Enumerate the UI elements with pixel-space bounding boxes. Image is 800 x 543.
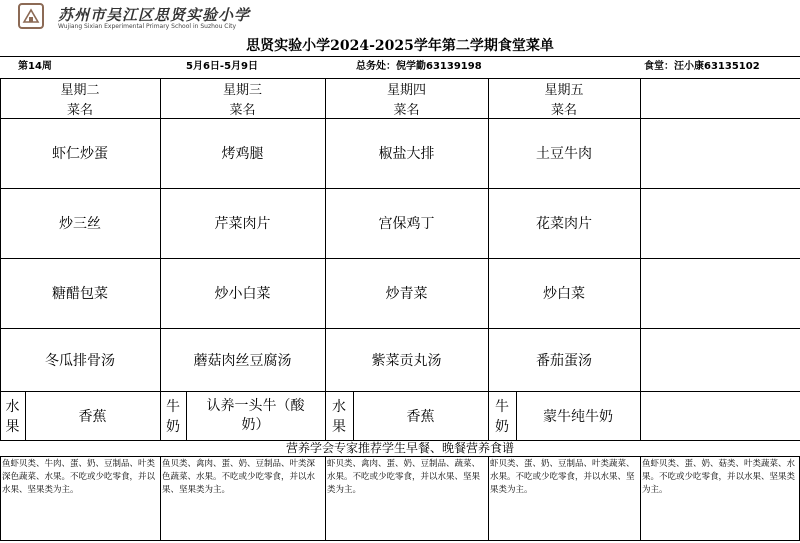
dish-cell: 炒白菜 — [543, 286, 585, 302]
dish-cell: 番茄蛋汤 — [536, 352, 592, 369]
school-name-cn: 苏州市吴江区思贤实验小学 — [58, 6, 251, 24]
dish-header: 菜名 — [550, 102, 577, 118]
dish-cell: 冬瓜排骨汤 — [45, 352, 115, 369]
extra-item: 香蕉 — [78, 408, 107, 425]
dish-cell: 土豆牛肉 — [536, 146, 592, 162]
dish-cell: 烤鸡腿 — [221, 146, 264, 162]
extra-label: 水果 — [5, 398, 20, 435]
page-title: 思贤实验小学2024-2025学年第二学期食堂菜单 — [246, 38, 554, 54]
nutrition-item: 鱼贝类、禽肉、蛋、奶、豆制品、叶类深色蔬菜、水果。不吃或少吃零食，并以水果、坚果类为主。 — [162, 459, 316, 495]
extra-item: 蒙牛纯牛奶 — [543, 408, 613, 425]
day-header-fri: 星期五 — [544, 82, 584, 98]
extra-label: 水果 — [332, 398, 346, 435]
extra-item: 香蕉 — [406, 408, 435, 425]
extra-label: 牛奶 — [495, 398, 509, 435]
extra-label: 牛奶 — [166, 398, 180, 435]
dish-header: 菜名 — [393, 102, 420, 118]
dish-cell: 虾仁炒蛋 — [52, 146, 108, 162]
canteen-contact: 食堂：汪小康63135102 — [644, 61, 760, 72]
day-header-tue: 星期二 — [60, 82, 100, 98]
nutrition-item: 虾贝类、蛋、奶、豆制品、叶类蔬菜、水果。不吃或少吃零食，并以水果、坚果类为主。 — [490, 459, 635, 495]
nutrition-heading: 营养学会专家推荐学生早餐、晚餐营养食谱 — [285, 441, 514, 455]
dish-cell: 宫保鸡丁 — [378, 216, 435, 232]
dish-cell: 炒青菜 — [385, 286, 428, 302]
week-label: 第14周 — [18, 61, 52, 72]
dish-cell: 椒盐大排 — [378, 146, 435, 162]
dish-cell: 炒三丝 — [59, 216, 101, 232]
school-emblem-icon — [18, 3, 44, 29]
dish-cell: 芹菜肉片 — [214, 216, 271, 232]
nutrition-item: 鱼虾贝类、牛肉、蛋、奶、豆制品、叶类深色蔬菜、水果。不吃或少吃零食，并以水果、坚果类为主。 — [2, 459, 156, 495]
extra-item: 认养一头牛（酸奶） — [206, 397, 305, 433]
school-logo-bar — [0, 0, 800, 36]
dish-cell: 花菜肉片 — [536, 216, 592, 232]
dish-cell: 炒小白菜 — [214, 286, 271, 302]
dish-header: 菜名 — [66, 102, 93, 118]
nutrition-item: 虾贝类、禽肉、蛋、奶、豆制品、蔬菜、水果。不吃或少吃零食，并以水果、坚果类为主。 — [327, 459, 481, 495]
menu-sheet — [0, 36, 800, 543]
dish-cell: 糖醋包菜 — [52, 286, 108, 302]
date-range: 5月6日-5月9日 — [186, 61, 258, 72]
day-header-wed: 星期三 — [222, 82, 262, 98]
dish-cell: 紫菜贡丸汤 — [371, 352, 442, 369]
dish-cell: 蘑菇肉丝豆腐汤 — [193, 352, 292, 369]
day-header-thu: 星期四 — [386, 82, 426, 98]
nutrition-item: 鱼虾贝类、蛋、奶、菇类、叶类蔬菜、水果。不吃或少吃零食，并以水果、坚果类为主。 — [642, 459, 796, 495]
school-name-en: Wujiang Sixian Experimental Primary School in Suzhou City — [58, 23, 237, 30]
dish-header: 菜名 — [229, 102, 256, 118]
affairs-contact: 总务处：倪学勤63139198 — [356, 61, 482, 72]
